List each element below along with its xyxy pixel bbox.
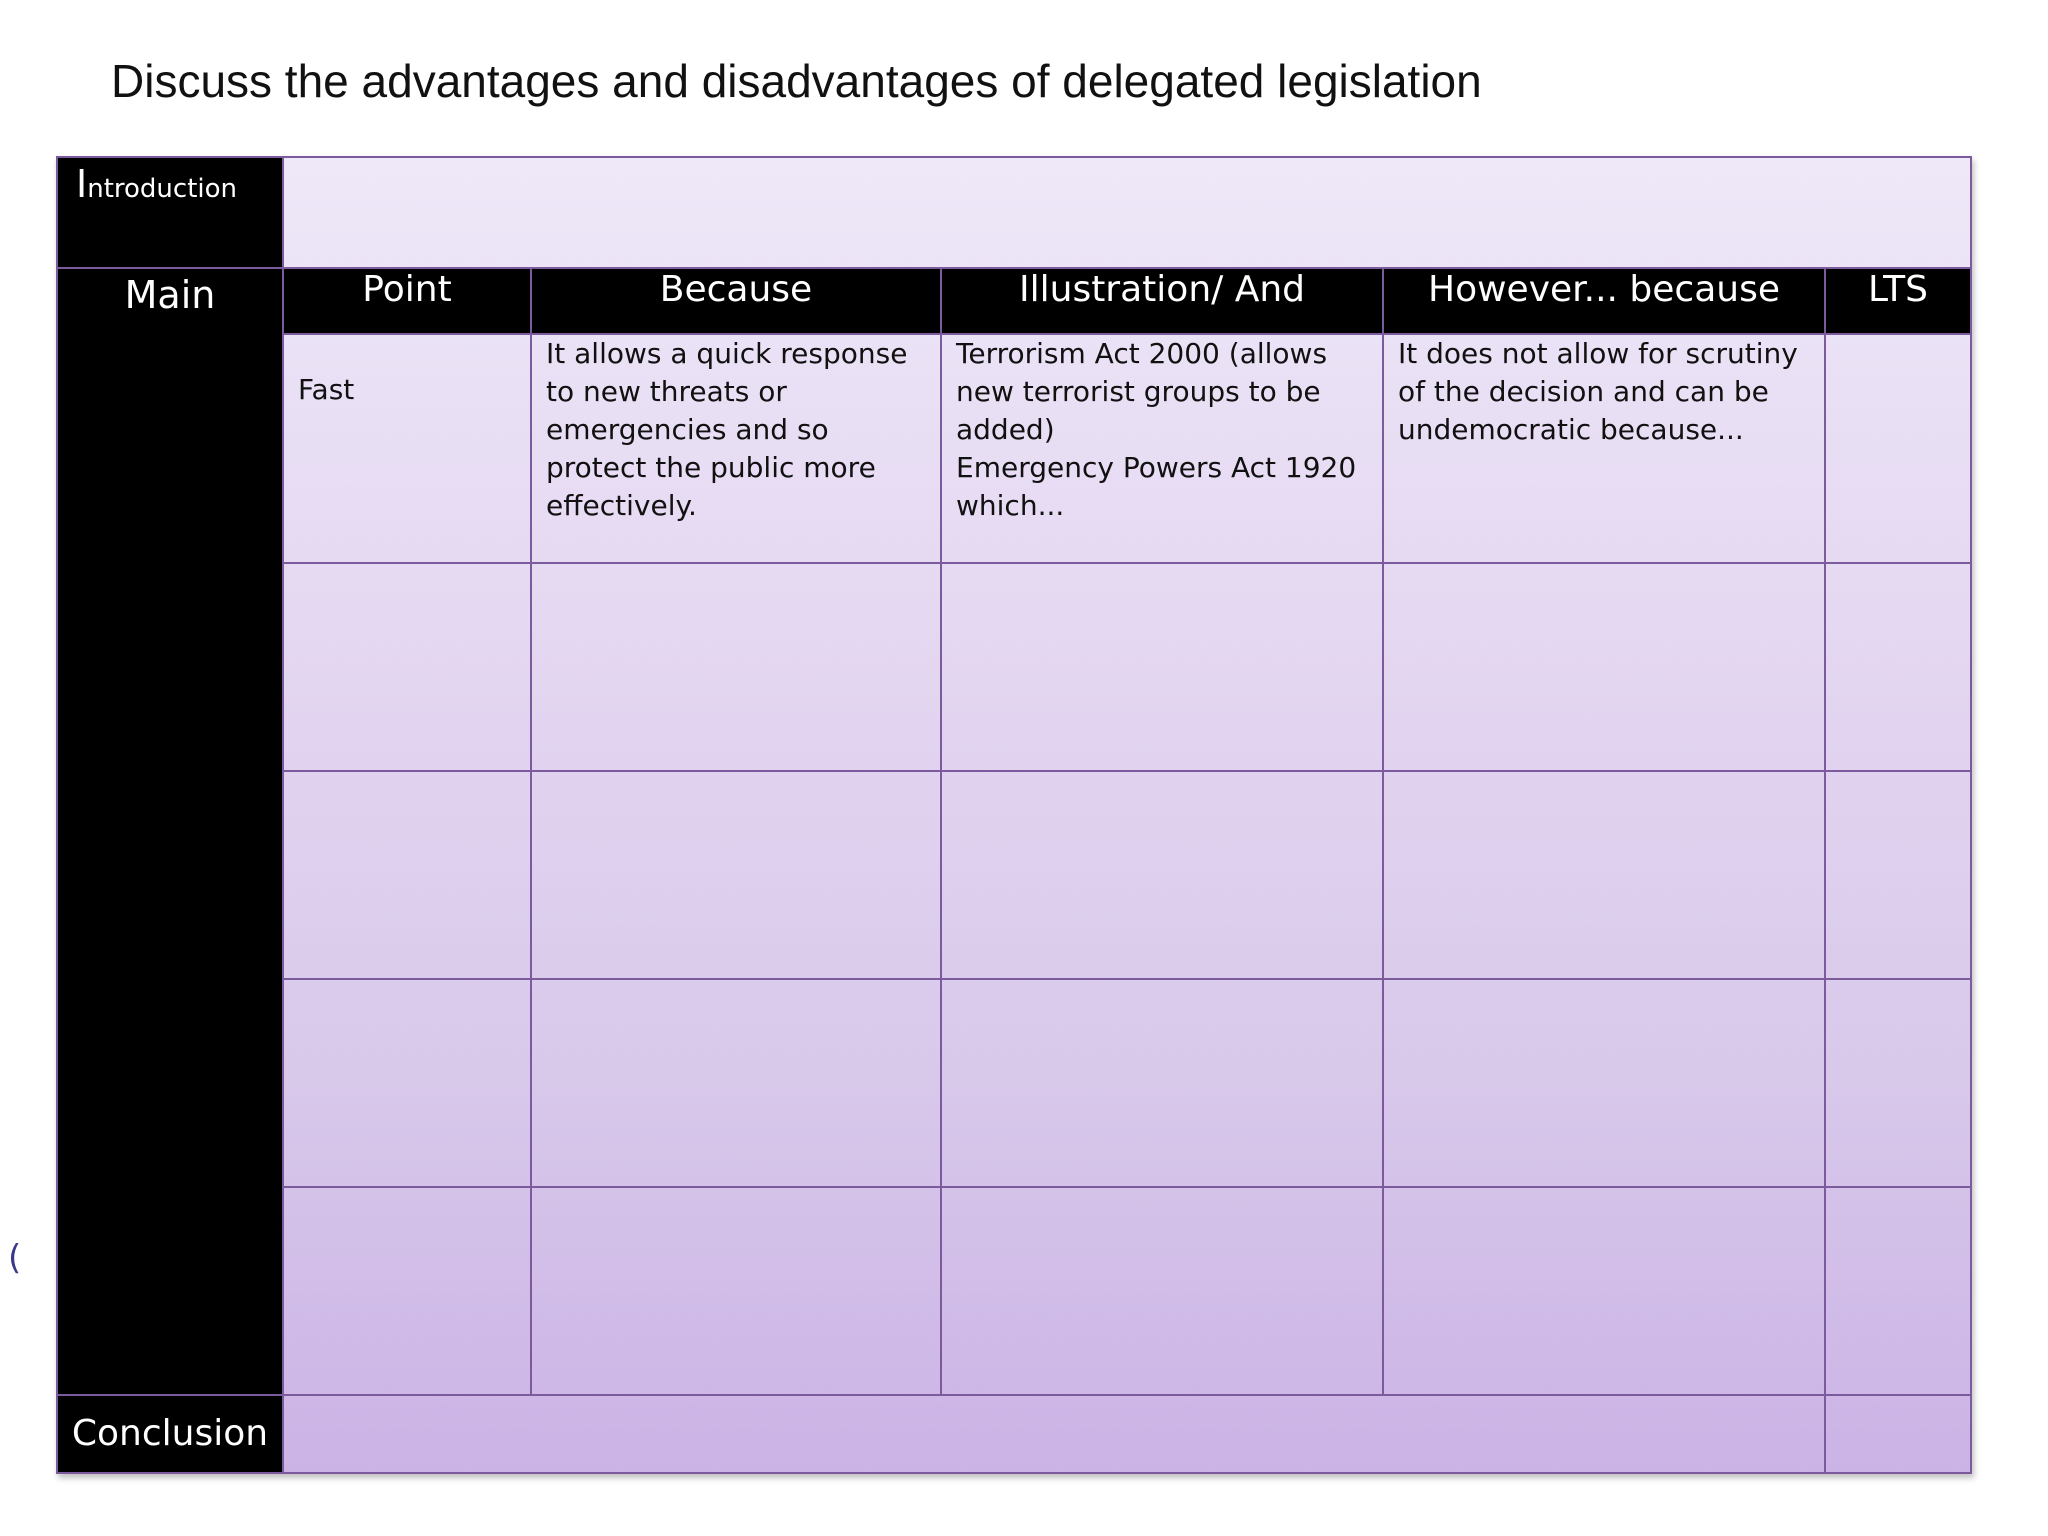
stray-mark: ( bbox=[8, 1238, 22, 1278]
introduction-label bbox=[57, 157, 283, 268]
main-label: Main bbox=[57, 268, 283, 1395]
however-cell[interactable] bbox=[1383, 1187, 1825, 1395]
header-illustration: Illustration/ And bbox=[941, 268, 1383, 334]
illustration-cell[interactable] bbox=[941, 979, 1383, 1187]
table-row bbox=[57, 563, 1971, 771]
lts-cell[interactable] bbox=[1825, 771, 1971, 979]
illustration-cell[interactable] bbox=[941, 1187, 1383, 1395]
introduction-row bbox=[57, 157, 1971, 268]
page-title: Discuss the advantages and disadvantages of delegated legislation bbox=[111, 55, 1482, 107]
illustration-cell[interactable] bbox=[941, 563, 1383, 771]
introduction-initial: I bbox=[76, 162, 88, 206]
table-row bbox=[57, 334, 1971, 563]
point-cell[interactable] bbox=[283, 563, 531, 771]
header-because: Because bbox=[531, 268, 941, 334]
point-cell[interactable]: Fast bbox=[283, 334, 531, 563]
point-cell[interactable] bbox=[283, 1187, 531, 1395]
essay-plan-table bbox=[56, 156, 1972, 1474]
however-cell[interactable] bbox=[1383, 979, 1825, 1187]
lts-cell[interactable] bbox=[1825, 979, 1971, 1187]
point-cell[interactable] bbox=[283, 771, 531, 979]
illustration-cell[interactable]: Terrorism Act 2000 (allows new terrorist groups to be added) Emergency Powers Act 1920 which... bbox=[941, 334, 1383, 563]
header-however: However... because bbox=[1383, 268, 1825, 334]
point-cell[interactable] bbox=[283, 979, 531, 1187]
conclusion-row bbox=[57, 1395, 1971, 1473]
however-cell[interactable]: It does not allow for scrutiny of the decision and can be undemocratic because... bbox=[1383, 334, 1825, 563]
introduction-rest: ntroduction bbox=[87, 174, 237, 204]
conclusion-cell[interactable] bbox=[283, 1395, 1825, 1473]
header-row bbox=[57, 268, 1971, 334]
table-row bbox=[57, 771, 1971, 979]
because-cell[interactable] bbox=[531, 771, 941, 979]
conclusion-label: Conclusion bbox=[57, 1395, 283, 1473]
header-point: Point bbox=[283, 268, 531, 334]
table-row bbox=[57, 979, 1971, 1187]
because-cell[interactable] bbox=[531, 1187, 941, 1395]
however-cell[interactable] bbox=[1383, 771, 1825, 979]
illustration-cell[interactable] bbox=[941, 771, 1383, 979]
because-cell[interactable] bbox=[531, 979, 941, 1187]
however-cell[interactable] bbox=[1383, 563, 1825, 771]
lts-cell[interactable] bbox=[1825, 563, 1971, 771]
lts-cell[interactable] bbox=[1825, 334, 1971, 563]
conclusion-lts-cell[interactable] bbox=[1825, 1395, 1971, 1473]
because-cell[interactable]: It allows a quick response to new threats or emergencies and so protect the public more effectively. bbox=[531, 334, 941, 563]
because-cell[interactable] bbox=[531, 563, 941, 771]
lts-cell[interactable] bbox=[1825, 1187, 1971, 1395]
introduction-cell[interactable] bbox=[283, 157, 1971, 268]
header-lts: LTS bbox=[1825, 268, 1971, 334]
table-row bbox=[57, 1187, 1971, 1395]
